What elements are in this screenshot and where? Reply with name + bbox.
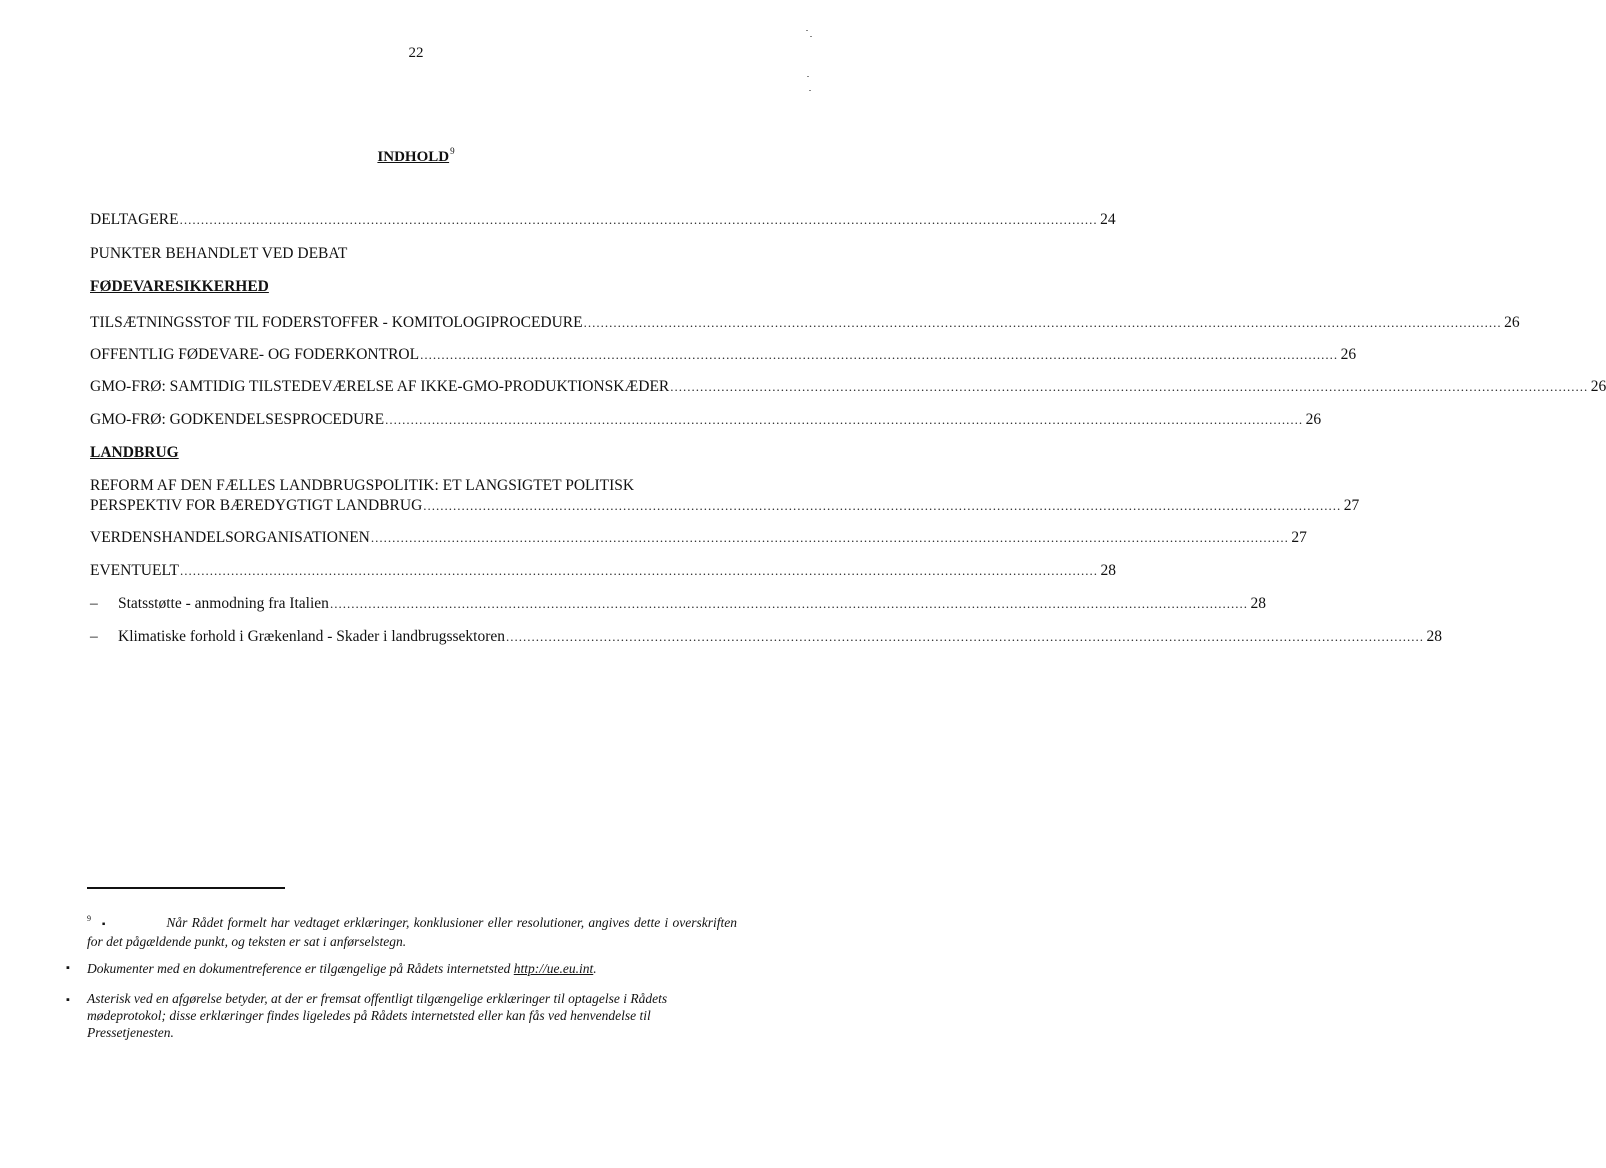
toc-entry-page: 28 xyxy=(1250,595,1266,612)
toc-entry-text: VERDENSHANDELSORGANISATIONEN xyxy=(90,529,370,546)
toc-entry[interactable] xyxy=(90,377,1606,397)
toc-entry-page: 26 xyxy=(1504,314,1520,331)
toc-entry[interactable] xyxy=(90,476,1360,516)
bullet-icon: ▪ xyxy=(66,962,70,974)
footnote-text: Dokumenter med en dokumentreference er tilgængelige på Rådets internetsted xyxy=(87,961,514,976)
footnote-text: Når Rådet formelt har vedtaget erklæringer, konklusioner eller resolutioner, angives dette i overskriften for det pågældende punkt, og teksten er sat i anførselstegn. xyxy=(87,915,737,949)
toc-entry[interactable] xyxy=(90,313,1520,333)
leader-dots: ........................................................................................................................................................................................................................ xyxy=(370,530,1289,545)
toc-entry-page: 27 xyxy=(1291,529,1307,546)
toc-title-footnote-ref: 9 xyxy=(450,146,455,156)
dash-marker: – xyxy=(90,595,98,612)
bullet-icon: ▪ xyxy=(66,994,70,1006)
footnote-period: . xyxy=(593,961,597,976)
footnote-9 xyxy=(87,910,737,950)
footnote-text: Asterisk ved en afgørelse betyder, at der er fremsat offentligt tilgængelige erklæringer til optagelse i Rådets mødeprotokol; disse erklæringer findes ligeledes på Rådets internetsted eller kan fås ved henvendelse til Pressetjenesten. xyxy=(87,991,668,1040)
toc-entry-page: 26 xyxy=(1340,346,1357,363)
scan-specks xyxy=(806,30,812,100)
toc-entry[interactable] xyxy=(90,244,749,264)
footnote-separator xyxy=(87,887,285,889)
dash-marker: – xyxy=(90,628,98,645)
toc-entry[interactable] xyxy=(90,561,1116,581)
toc-subentry[interactable] xyxy=(90,594,1266,614)
toc-entry[interactable] xyxy=(90,345,1357,365)
toc-entry-page: 28 xyxy=(1100,562,1116,579)
footnote-documents xyxy=(87,960,737,977)
toc-entry-page: 24 xyxy=(1100,211,1116,228)
footnote-number: 9 xyxy=(87,914,91,923)
toc-entry-page: 28 xyxy=(1426,628,1442,645)
toc-entry-page: 27 xyxy=(1343,497,1360,514)
toc-entry-text: TILSÆTNINGSSTOF TIL FODERSTOFFER - KOMITOLOGIPROCEDURE xyxy=(90,314,583,331)
leader-dots: ........................................................................................................................................................................................................................ xyxy=(385,412,1304,427)
toc-entry-text: GMO-FRØ: GODKENDELSESPROCEDURE xyxy=(90,411,385,428)
toc-entry[interactable] xyxy=(90,528,1307,548)
website-link[interactable]: http://ue.eu.int xyxy=(513,961,594,976)
leader-dots: ........................................................................................................................................................................................................................ xyxy=(329,596,1248,611)
footnote-asterisk xyxy=(87,990,737,1041)
toc-entry-page: 26 xyxy=(1590,378,1606,395)
toc-title-text: INDHOLD xyxy=(377,149,450,165)
toc-entry-text: PUNKTER BEHANDLET VED DEBAT xyxy=(90,245,348,262)
toc-entry-text: Statsstøtte - anmodning fra Italien xyxy=(118,595,329,612)
leader-dots: ........................................................................................................................................................................................................................ xyxy=(670,379,1589,394)
leader-dots: ........................................................................................................................................................................................................................ xyxy=(423,498,1342,513)
toc-entry-text: EVENTUELT xyxy=(90,562,179,579)
toc-entry-text: GMO-FRØ: SAMTIDIG TILSTEDEVÆRELSE AF IKKE-GMO-PRODUKTIONSKÆDER xyxy=(90,378,670,395)
leader-dots: ........................................................................................................................................................................................................................ xyxy=(506,629,1424,644)
toc-entry[interactable] xyxy=(90,410,1322,430)
bullet-icon: ▪ xyxy=(101,919,107,930)
section-heading: LANDBRUG xyxy=(90,444,179,461)
section-heading: FØDEVARESIKKERHED xyxy=(90,278,269,295)
leader-dots: ........................................................................................................................................................................................................................ xyxy=(420,347,1339,362)
leader-dots: ........................................................................................................................................................................................................................ xyxy=(583,315,1502,330)
toc-entry-text: DELTAGERE xyxy=(90,211,179,228)
toc-entry-text-line1: REFORM AF DEN FÆLLES LANDBRUGSPOLITIK: ET LANGSIGTET POLITISK xyxy=(90,477,635,494)
toc-entry-text: Klimatiske forhold i Grækenland - Skader i landbrugssektoren xyxy=(118,628,505,645)
leader-dots: ........................................................................................................................................................................................................................ xyxy=(179,212,1098,227)
toc-entry[interactable] xyxy=(90,210,1116,230)
toc-entry-text: PERSPEKTIV FOR BÆREDYGTIGT LANDBRUG xyxy=(90,497,423,514)
toc-entry-text: OFFENTLIG FØDEVARE- OG FODERKONTROL xyxy=(90,346,420,363)
page-number: 22 xyxy=(408,45,424,61)
toc-subentry[interactable] xyxy=(90,627,1442,647)
toc-entry-page: 26 xyxy=(1305,411,1322,428)
leader-dots: ........................................................................................................................................................................................................................ xyxy=(179,563,1098,578)
